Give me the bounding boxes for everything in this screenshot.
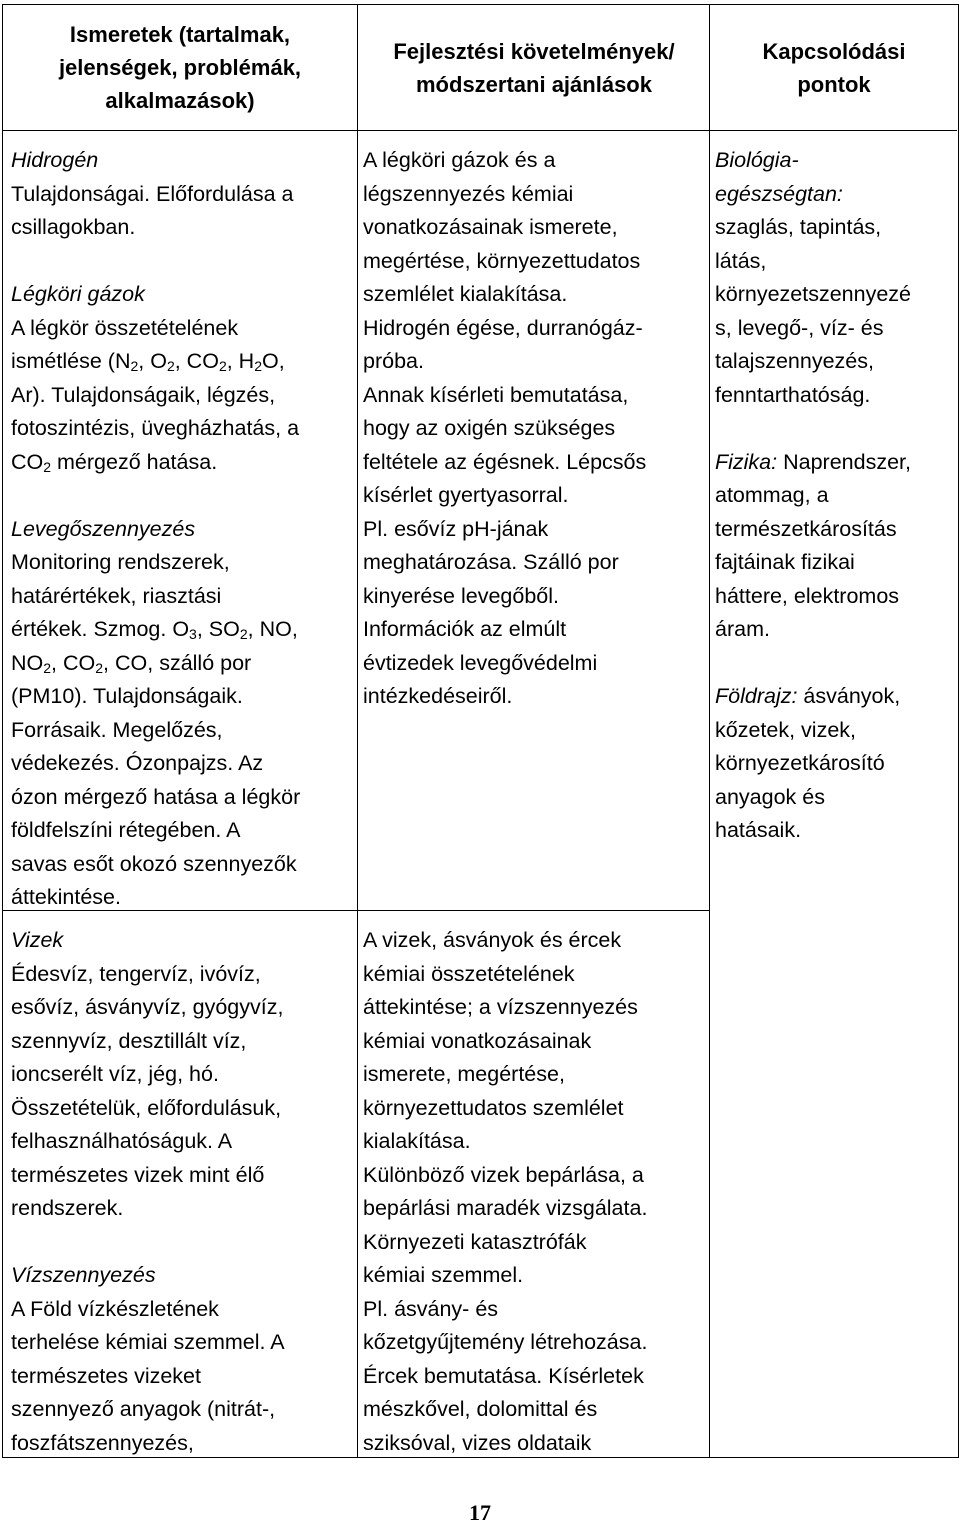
formula-line: $NO_2$, $CO_2$, CO, szálló por [11, 650, 252, 676]
connections-cell: Biológia- egészségtan: szaglás, tapintás, látás, környezetszennyezé s, levegő-, víz- és talajszennyezés, fenntarthatóság. Fizika: Naprendszer, atommag, a természetkárosítás fajtáinak fizikai háttere, elektromos áram. Földrajz: ásványok, kőzetek, vizek, környezetkárosító anyagok és hatásaik. [715, 144, 911, 848]
topic-title-vizek: Vizek [11, 928, 64, 952]
topic-title-levegoszennyezes: Levegőszennyezés [11, 516, 196, 541]
header-ismeretek: Ismeretek (tartalmak, jelenségek, problémák, alkalmazások) [58, 22, 302, 113]
row2-requirements-cell: A vizek, ásványok és ércek kémiai összetételének áttekintése; a vízszennyezés kémiai vonatkozásainak ismerete, megértése, környezettudatos szemlélet kialakítása. Különböző vizek bepárlása, a bepárlási maradék vizsgálata. Környezeti katasztrófák kémiai szemmel. Pl. ásvány- és kőzetgyűjtemény létrehozása. Ércek bemutatása. Kísérletek mészkővel, dolomittal és sziksóval, vizes oldataik [363, 928, 648, 1455]
column-divider [709, 5, 710, 1457]
page-number: 17 [469, 1500, 491, 1525]
header-divider [3, 130, 957, 131]
row2-content-cell: Vizek Édesvíz, tengervíz, ivóvíz, esővíz, ásványvíz, gyógyvíz, szennyvíz, desztillált víz, ioncserélt víz, jég, hó. Összetételük, előfordulásuk, felhasználhatóságuk. A természetes vizek mint élő rendszerek. Vízszennyezés A Föld vízkészletének terhelése kémiai szemmel. A természetes vizeket szennyező anyagok (nitrát-, foszfátszennyezés, [11, 924, 285, 1460]
header-fejlesztesi: Fejlesztési követelmények/ módszertani ajánlások [393, 38, 675, 97]
subject-biologia: Biológia- [715, 148, 799, 172]
row1-requirements-cell: A légköri gázok és a légszennyezés kémiai vonatkozásainak ismerete, megértése, környezettudatos szemlélet kialakítása. Hidrogén égése, durranógáz- próba. Annak kísérleti bemutatása, hogy az oxigén szükséges feltétele az égésnek. Lépcsős kísérlet gyertyasorral. Pl. esővíz pH-jának meghatározása. Szálló por kinyerése levegőből. Információk az elmúlt évtizedek levegővédelmi intézkedéseiről. [363, 148, 647, 708]
subject-fizika-line: Fizika: Naprendszer, [715, 449, 911, 474]
formula-line: $CO_2$ mérgező hatása. [11, 449, 218, 475]
topic-title-hidrogen: Hidrogén [11, 148, 99, 172]
topic-title-legkori-gazok: Légköri gázok [11, 282, 145, 306]
topic-title-vizszennyezes: Vízszennyezés [11, 1263, 156, 1287]
row1-content-cell: Hidrogén Tulajdonságai. Előfordulása a csillagokban. Légköri gázok A légkör összetételének ismétlése ($N_2$, $O_2$, $CO_2$, $H_2O$, Ar). Tulajdonságaik, légzés, fotoszintézis, üvegházhatás, a $CO_2$ mérgező hatása. Levegőszennyezés Monitoring rendszerek, határértékek, riasztási értékek. Szmog. $O_3$, $SO_2$, NO, $NO_2$, $CO_2$, CO, szálló por (PM10). Tulajdonságaik. Forrásaik. Megelőzés, védekezés. Ózonpajzs. Az ózon mérgező hatása a légkör földfelszíni rétegében. A savas esőt okozó szennyezők áttekintése. [11, 144, 300, 915]
header-kapcsolodasi: Kapcsolódási pontok [762, 38, 906, 97]
formula-line: ismétlése ($N_2$, $O_2$, $CO_2$, $H_2O$, [11, 349, 285, 374]
formula-line: értékek. Szmog. $O_3$, $SO_2$, NO, [11, 617, 298, 642]
subject-foldrajz-line: Földrajz: ásványok, [715, 684, 901, 708]
curriculum-table [2, 4, 959, 1458]
column-divider [357, 5, 358, 1457]
